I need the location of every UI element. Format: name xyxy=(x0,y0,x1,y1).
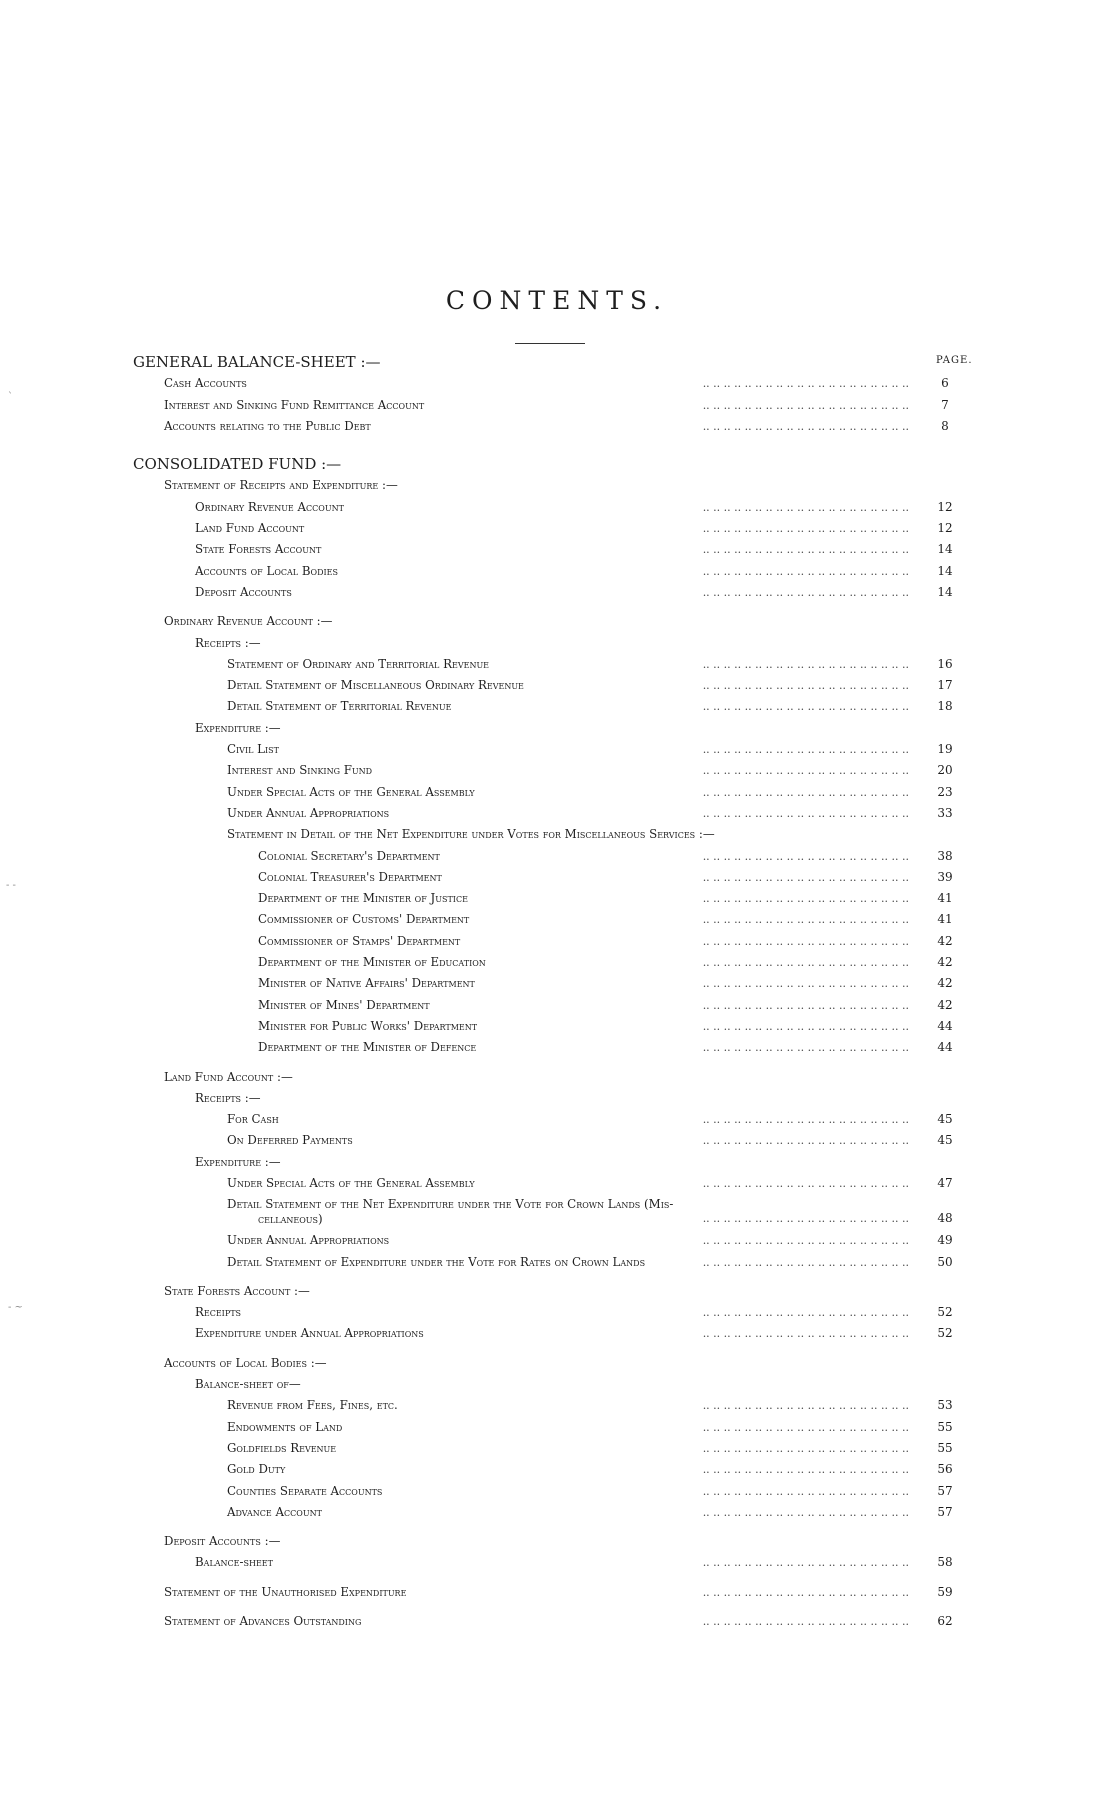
dot-leader: .. .. .. .. .. .. .. .. .. .. .. .. .. .. .. .. .. .. .. .. xyxy=(702,977,909,991)
toc-entry xyxy=(0,782,1114,803)
toc-entry-label: Detail Statement of Expenditure under the Vote for Rates on Crown Lands xyxy=(227,1254,646,1269)
toc-entry-label: Advance Account xyxy=(227,1504,322,1519)
toc-entry-label: Endowments of Land xyxy=(227,1419,343,1434)
toc-entry-label: State Forests Account xyxy=(195,542,322,557)
toc-entry-label: Detail Statement of the Net Expenditure under the Vote for Crown Lands (Mis- xyxy=(227,1197,674,1212)
toc-entry xyxy=(0,1067,1114,1088)
dot-leader: .. .. .. .. .. .. .. .. .. .. .. .. .. .. .. .. .. .. .. .. xyxy=(702,1615,909,1629)
toc-entry-label: Accounts of Local Bodies xyxy=(195,563,338,578)
toc-entry xyxy=(0,395,1114,416)
dot-leader: .. .. .. .. .. .. .. .. .. .. .. .. .. .. .. .. .. .. .. .. xyxy=(702,377,909,391)
toc-entry xyxy=(0,1323,1114,1344)
dot-leader: .. .. .. .. .. .. .. .. .. .. .. .. .. .. .. .. .. .. .. .. xyxy=(702,1234,909,1248)
dot-leader: .. .. .. .. .. .. .. .. .. .. .. .. .. .. .. .. .. .. .. .. xyxy=(702,679,909,693)
toc-entry xyxy=(0,1611,1114,1632)
toc-entry-label: Interest and Sinking Fund xyxy=(227,763,373,778)
toc-entry-label: Ordinary Revenue Account xyxy=(195,499,344,514)
toc-entry xyxy=(0,539,1114,560)
toc-entry-label: Under Annual Appropriations xyxy=(227,805,390,820)
toc-entry-page: 44 xyxy=(937,1018,953,1033)
toc-entry xyxy=(0,1173,1114,1194)
dot-leader: .. .. .. .. .. .. .. .. .. .. .. .. .. .. .. .. .. .. .. .. xyxy=(702,585,909,599)
toc-entry-label: Civil List xyxy=(227,742,279,757)
toc-entry-page: 42 xyxy=(937,976,953,991)
toc-entry-label: On Deferred Payments xyxy=(227,1133,353,1148)
dot-leader: .. .. .. .. .. .. .. .. .. .. .. .. .. .. .. .. .. .. .. .. xyxy=(702,1399,909,1413)
toc-entry-page: 39 xyxy=(937,869,953,884)
dot-leader: .. .. .. .. .. .. .. .. .. .. .. .. .. .. .. .. .. .. .. .. xyxy=(702,564,909,578)
toc-entry xyxy=(0,1395,1114,1416)
dot-leader: .. .. .. .. .. .. .. .. .. .. .. .. .. .. .. .. .. .. .. .. xyxy=(702,892,909,906)
toc-entry xyxy=(0,675,1114,696)
toc-entry-page: 55 xyxy=(937,1440,953,1455)
toc-entry-page: 58 xyxy=(937,1555,953,1570)
toc-entry-page: 12 xyxy=(937,521,953,536)
toc-entry-label: Expenditure :— xyxy=(195,1154,281,1169)
toc-entry-label: Colonial Secretary's Department xyxy=(258,848,440,863)
dot-leader: .. .. .. .. .. .. .. .. .. .. .. .. .. .. .. .. .. .. .. .. xyxy=(702,398,909,412)
toc-entry-page: 52 xyxy=(937,1305,953,1320)
toc-entry xyxy=(0,995,1114,1016)
dot-leader: .. .. .. .. .. .. .. .. .. .. .. .. .. .. .. .. .. .. .. .. xyxy=(702,1505,909,1519)
toc-entry-label: Land Fund Account :— xyxy=(164,1069,293,1084)
dot-leader: .. .. .. .. .. .. .. .. .. .. .. .. .. .. .. .. .. .. .. .. xyxy=(702,543,909,557)
dot-leader: .. .. .. .. .. .. .. .. .. .. .. .. .. .. .. .. .. .. .. .. xyxy=(702,1420,909,1434)
toc-entry xyxy=(0,373,1114,394)
toc-entry xyxy=(0,1252,1114,1273)
toc-entry-label: Statement of Ordinary and Territorial Revenue xyxy=(227,656,490,671)
toc-entry xyxy=(0,1552,1114,1573)
toc-entry-page: 23 xyxy=(937,784,953,799)
dot-leader: .. .. .. .. .. .. .. .. .. .. .. .. .. .. .. .. .. .. .. .. xyxy=(702,913,909,927)
toc-entry-page: 41 xyxy=(937,891,953,906)
toc-entry-label: Minister of Mines' Department xyxy=(258,997,430,1012)
toc-entry xyxy=(0,1481,1114,1502)
toc-entry-page: 18 xyxy=(937,699,953,714)
toc-entry-page: 42 xyxy=(937,933,953,948)
toc-entry-page: 7 xyxy=(941,397,949,412)
toc-entry-label: Statement in Detail of the Net Expenditure under Votes for Miscellaneous Services :— xyxy=(227,827,715,842)
toc-entry xyxy=(0,1230,1114,1251)
dot-leader: .. .. .. .. .. .. .. .. .. .. .. .. .. .. .. .. .. .. .. .. xyxy=(702,1019,909,1033)
toc-entry-page: 14 xyxy=(937,584,953,599)
dot-leader: .. .. .. .. .. .. .. .. .. .. .. .. .. .. .. .. .. .. .. .. xyxy=(702,849,909,863)
toc-entry xyxy=(0,497,1114,518)
toc-entry-label: Accounts relating to the Public Debt xyxy=(164,418,371,433)
toc-entry-label: Under Annual Appropriations xyxy=(227,1233,390,1248)
toc-entry-page: 14 xyxy=(937,563,953,578)
toc-entry-page: 8 xyxy=(941,418,949,433)
toc-entry-page: 62 xyxy=(937,1614,953,1629)
toc-entry xyxy=(0,1417,1114,1438)
toc-entry-continuation: cellaneous) xyxy=(258,1212,323,1227)
toc-entry xyxy=(0,1281,1114,1302)
toc-entry-page: 45 xyxy=(937,1112,953,1127)
dot-leader: .. .. .. .. .. .. .. .. .. .. .. .. .. .. .. .. .. .. .. .. xyxy=(702,700,909,714)
toc-entry xyxy=(0,1302,1114,1323)
toc-entry-label: Land Fund Account xyxy=(195,521,305,536)
dot-leader: .. .. .. .. .. .. .. .. .. .. .. .. .. .. .. .. .. .. .. .. xyxy=(702,956,909,970)
toc-entry xyxy=(0,518,1114,539)
toc-entry-page: 38 xyxy=(937,848,953,863)
toc-entry-page: 48 xyxy=(937,1211,953,1226)
toc-entry-page: 47 xyxy=(937,1175,953,1190)
toc-entry-page: 52 xyxy=(937,1326,953,1341)
toc-entry-label: Department of the Minister of Education xyxy=(258,955,486,970)
toc-entry xyxy=(0,909,1114,930)
toc-entry-page: 45 xyxy=(937,1133,953,1148)
toc-entry-page: 42 xyxy=(937,997,953,1012)
toc-entry-page: 55 xyxy=(937,1419,953,1434)
toc-entry-page: 57 xyxy=(937,1504,953,1519)
toc-entry xyxy=(0,973,1114,994)
dot-leader: .. .. .. .. .. .. .. .. .. .. .. .. .. .. .. .. .. .. .. .. xyxy=(702,1556,909,1570)
scan-mark: - - xyxy=(6,880,16,891)
dot-leader: .. .. .. .. .. .. .. .. .. .. .. .. .. .. .. .. .. .. .. .. xyxy=(702,657,909,671)
dot-leader: .. .. .. .. .. .. .. .. .. .. .. .. .. .. .. .. .. .. .. .. xyxy=(702,764,909,778)
dot-leader: .. .. .. .. .. .. .. .. .. .. .. .. .. .. .. .. .. .. .. .. xyxy=(702,1113,909,1127)
toc-entry xyxy=(0,1130,1114,1151)
toc-entry-page: 59 xyxy=(937,1584,953,1599)
toc-entry-label: GENERAL BALANCE-SHEET :— xyxy=(133,353,381,371)
dot-leader: .. .. .. .. .. .. .. .. .. .. .. .. .. .. .. .. .. .. .. .. xyxy=(702,1306,909,1320)
toc-entry-page: 12 xyxy=(937,499,953,514)
toc-entry xyxy=(0,952,1114,973)
title-rule xyxy=(515,343,585,344)
toc-entry xyxy=(0,1582,1114,1603)
toc-entry-label: Counties Separate Accounts xyxy=(227,1483,383,1498)
toc-entry-label: Minister for Public Works' Department xyxy=(258,1018,478,1033)
dot-leader: .. .. .. .. .. .. .. .. .. .. .. .. .. .. .. .. .. .. .. .. xyxy=(702,934,909,948)
table-of-contents xyxy=(0,352,1114,1632)
dot-leader: .. .. .. .. .. .. .. .. .. .. .. .. .. .. .. .. .. .. .. .. xyxy=(702,1585,909,1599)
toc-entry xyxy=(0,352,1114,373)
toc-entry-label: Commissioner of Customs' Department xyxy=(258,912,470,927)
toc-entry-label: Statement of the Unauthorised Expenditure xyxy=(164,1584,407,1599)
dot-leader: .. .. .. .. .. .. .. .. .. .. .. .. .. .. .. .. .. .. .. .. xyxy=(702,870,909,884)
toc-entry-page: 41 xyxy=(937,912,953,927)
toc-entry-page: 14 xyxy=(937,542,953,557)
toc-entry-label: Colonial Treasurer's Department xyxy=(258,869,442,884)
toc-entry-label: Expenditure under Annual Appropriations xyxy=(195,1326,424,1341)
dot-leader: .. .. .. .. .. .. .. .. .. .. .. .. .. .. .. .. .. .. .. .. xyxy=(702,743,909,757)
toc-entry-label: For Cash xyxy=(227,1112,279,1127)
toc-entry xyxy=(0,454,1114,475)
toc-entry-label: Commissioner of Stamps' Department xyxy=(258,933,461,948)
toc-entry-label: Interest and Sinking Fund Remittance Account xyxy=(164,397,425,412)
toc-entry-label: Department of the Minister of Justice xyxy=(258,891,468,906)
toc-entry-page: 49 xyxy=(937,1233,953,1248)
toc-entry-label: Minister of Native Affairs' Department xyxy=(258,976,475,991)
toc-entry xyxy=(0,561,1114,582)
toc-entry xyxy=(0,760,1114,781)
dot-leader: .. .. .. .. .. .. .. .. .. .. .. .. .. .. .. .. .. .. .. .. xyxy=(702,419,909,433)
toc-entry-page: 20 xyxy=(937,763,953,778)
dot-leader: .. .. .. .. .. .. .. .. .. .. .. .. .. .. .. .. .. .. .. .. xyxy=(702,522,909,536)
toc-entry-label: Gold Duty xyxy=(227,1462,286,1477)
toc-entry-label: Statement of Receipts and Expenditure :— xyxy=(164,478,398,493)
toc-entry xyxy=(0,696,1114,717)
toc-entry-label: Revenue from Fees, Fines, etc. xyxy=(227,1398,398,1413)
toc-entry xyxy=(0,824,1114,845)
toc-entry xyxy=(0,582,1114,603)
dot-leader: .. .. .. .. .. .. .. .. .. .. .. .. .. .. .. .. .. .. .. .. xyxy=(702,500,909,514)
toc-entry xyxy=(0,1037,1114,1058)
toc-entry xyxy=(0,1502,1114,1523)
toc-entry-label: Balance-sheet xyxy=(195,1555,273,1570)
toc-entry-page: 6 xyxy=(941,376,949,391)
toc-entry-label: Cash Accounts xyxy=(164,376,247,391)
toc-entry-label: Under Special Acts of the General Assembly xyxy=(227,784,475,799)
toc-entry-page: 57 xyxy=(937,1483,953,1498)
toc-entry xyxy=(0,1438,1114,1459)
toc-entry-label: CONSOLIDATED FUND :— xyxy=(133,455,342,474)
toc-entry-label: Ordinary Revenue Account :— xyxy=(164,614,333,629)
toc-entry-label: Detail Statement of Territorial Revenue xyxy=(227,699,452,714)
toc-entry xyxy=(0,888,1114,909)
toc-entry-label: Detail Statement of Miscellaneous Ordinary Revenue xyxy=(227,678,524,693)
toc-entry xyxy=(0,654,1114,675)
toc-entry-page: 16 xyxy=(937,656,953,671)
toc-entry xyxy=(0,1016,1114,1037)
toc-entry-label: Department of the Minister of Defence xyxy=(258,1040,477,1055)
toc-entry xyxy=(0,611,1114,632)
dot-leader: .. .. .. .. .. .. .. .. .. .. .. .. .. .. .. .. .. .. .. .. xyxy=(702,1484,909,1498)
dot-leader: .. .. .. .. .. .. .. .. .. .. .. .. .. .. .. .. .. .. .. .. xyxy=(702,1212,909,1226)
dot-leader: .. .. .. .. .. .. .. .. .. .. .. .. .. .. .. .. .. .. .. .. xyxy=(702,1463,909,1477)
dot-leader: .. .. .. .. .. .. .. .. .. .. .. .. .. .. .. .. .. .. .. .. xyxy=(702,1041,909,1055)
toc-entry-label: Goldfields Revenue xyxy=(227,1440,337,1455)
toc-entry xyxy=(0,1194,1114,1230)
toc-entry-label: Accounts of Local Bodies :— xyxy=(164,1355,327,1370)
toc-entry-page: 53 xyxy=(937,1398,953,1413)
toc-entry-label: Receipts xyxy=(195,1305,242,1320)
toc-entry xyxy=(0,931,1114,952)
dot-leader: .. .. .. .. .. .. .. .. .. .. .. .. .. .. .. .. .. .. .. .. xyxy=(702,1134,909,1148)
dot-leader: .. .. .. .. .. .. .. .. .. .. .. .. .. .. .. .. .. .. .. .. xyxy=(702,1176,909,1190)
toc-entry-page: 56 xyxy=(937,1462,953,1477)
toc-entry-page: 42 xyxy=(937,955,953,970)
toc-entry-label: Receipts :— xyxy=(195,635,261,650)
toc-entry-label: State Forests Account :— xyxy=(164,1283,310,1298)
dot-leader: .. .. .. .. .. .. .. .. .. .. .. .. .. .. .. .. .. .. .. .. xyxy=(702,1327,909,1341)
toc-entry-label: Under Special Acts of the General Assembly xyxy=(227,1175,475,1190)
dot-leader: .. .. .. .. .. .. .. .. .. .. .. .. .. .. .. .. .. .. .. .. xyxy=(702,1255,909,1269)
toc-entry-page: 17 xyxy=(937,678,953,693)
scan-mark: - ~ xyxy=(8,1302,23,1313)
toc-entry xyxy=(0,718,1114,739)
dot-leader: .. .. .. .. .. .. .. .. .. .. .. .. .. .. .. .. .. .. .. .. xyxy=(702,806,909,820)
toc-entry xyxy=(0,1374,1114,1395)
toc-entry-page: 33 xyxy=(937,805,953,820)
page-column-header: PAGE. xyxy=(936,355,973,366)
toc-entry xyxy=(0,1353,1114,1374)
toc-entry-label: Balance-sheet of— xyxy=(195,1377,301,1392)
page-title: CONTENTS. xyxy=(445,286,669,315)
toc-entry-label: Receipts :— xyxy=(195,1090,261,1105)
toc-entry xyxy=(0,803,1114,824)
dot-leader: .. .. .. .. .. .. .. .. .. .. .. .. .. .. .. .. .. .. .. .. xyxy=(702,998,909,1012)
toc-entry-label: Statement of Advances Outstanding xyxy=(164,1614,362,1629)
toc-entry-label: Deposit Accounts xyxy=(195,584,292,599)
toc-entry xyxy=(0,1459,1114,1480)
toc-entry xyxy=(0,475,1114,496)
toc-entry xyxy=(0,1109,1114,1130)
toc-entry-page: 44 xyxy=(937,1040,953,1055)
toc-entry xyxy=(0,1152,1114,1173)
scan-mark: ` xyxy=(8,392,13,403)
toc-entry xyxy=(0,1088,1114,1109)
toc-entry xyxy=(0,739,1114,760)
dot-leader: .. .. .. .. .. .. .. .. .. .. .. .. .. .. .. .. .. .. .. .. xyxy=(702,1441,909,1455)
toc-entry xyxy=(0,867,1114,888)
toc-entry-label: Deposit Accounts :— xyxy=(164,1534,281,1549)
toc-entry xyxy=(0,416,1114,437)
toc-entry-label: Expenditure :— xyxy=(195,720,281,735)
toc-entry xyxy=(0,1531,1114,1552)
dot-leader: .. .. .. .. .. .. .. .. .. .. .. .. .. .. .. .. .. .. .. .. xyxy=(702,785,909,799)
toc-entry xyxy=(0,846,1114,867)
toc-entry-page: 50 xyxy=(937,1254,953,1269)
toc-entry xyxy=(0,633,1114,654)
toc-entry-page: 19 xyxy=(937,742,953,757)
